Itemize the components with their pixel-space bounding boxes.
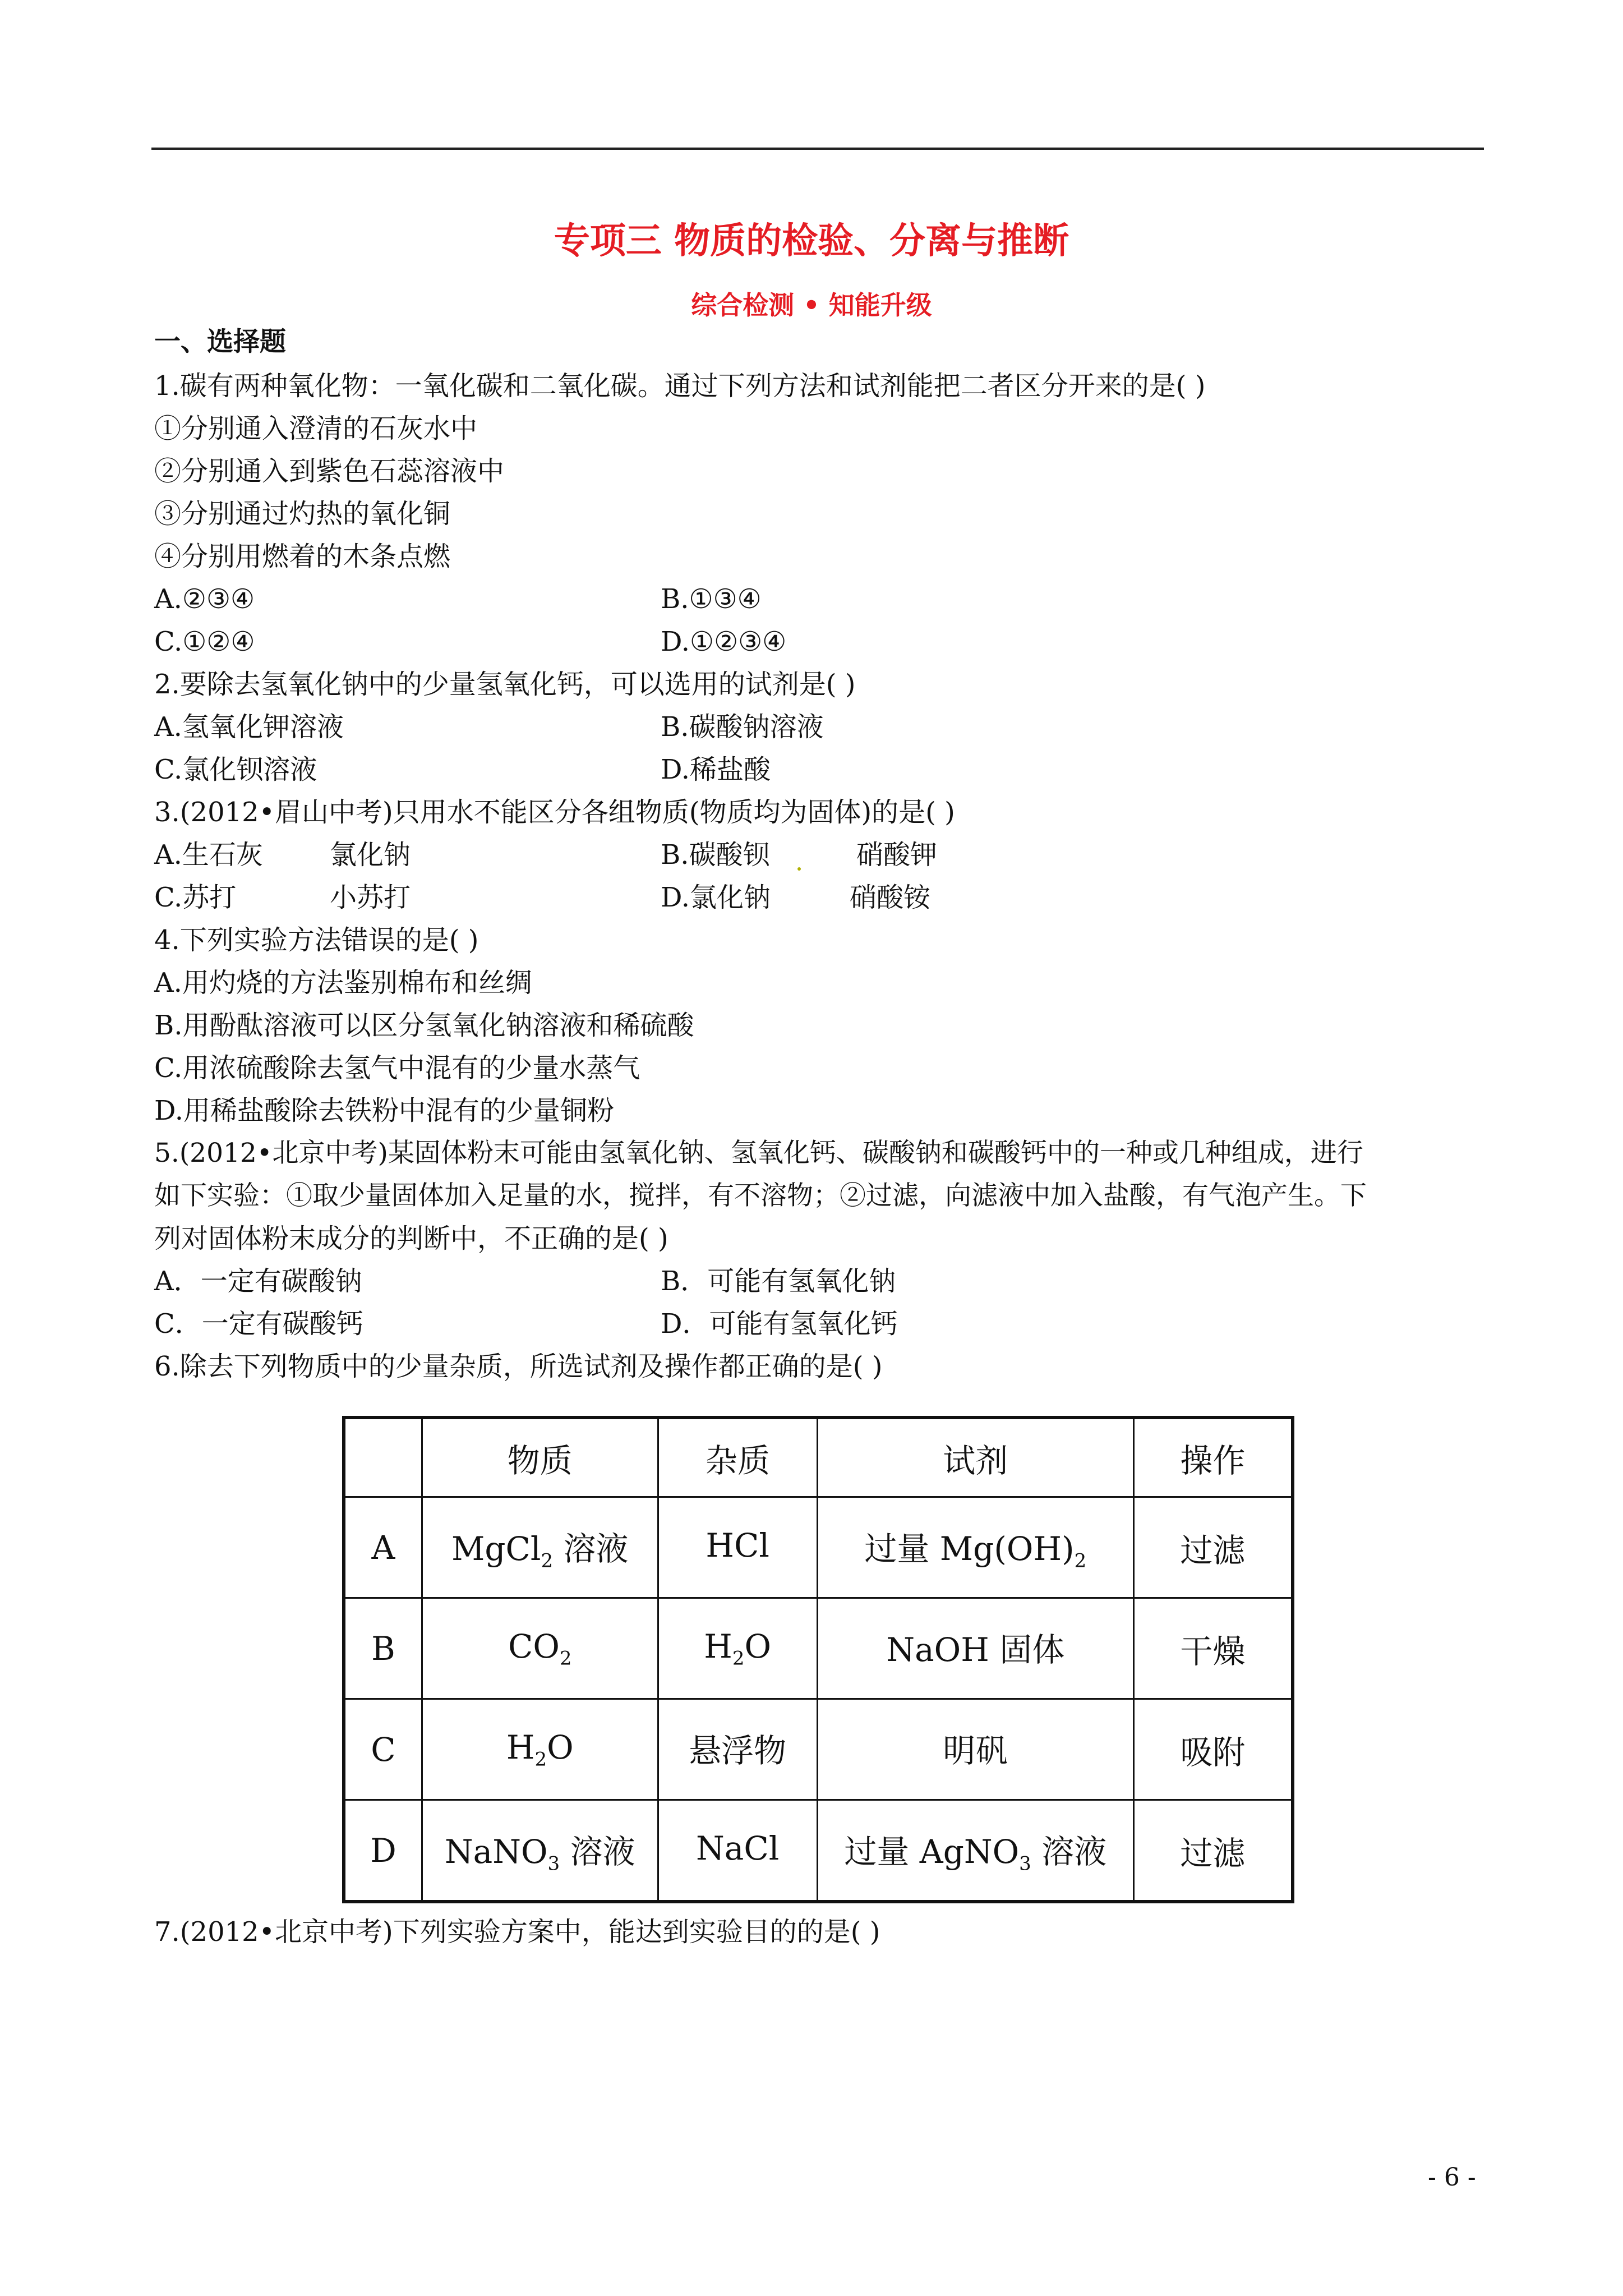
q1-option-d: D.①②③④: [661, 626, 787, 657]
q3-option-d-label: D.氯化钠: [661, 882, 771, 913]
page-title: 专项三 物质的检验、分离与推断: [554, 220, 1069, 262]
page-subtitle: 综合检测 • 知能升级: [691, 290, 932, 320]
page-number: - 6 -: [1428, 2163, 1476, 2192]
reagent-cell: 过量 AgNO$_3$ 溶液: [817, 1800, 1133, 1902]
q2-stem: 2.要除去氢氧化钠中的少量氢氧化钙，可以选用的试剂是( ): [154, 669, 856, 700]
q5-option-a: A．一定有碳酸钠: [154, 1266, 362, 1297]
row-label: D: [344, 1800, 422, 1902]
operation-cell: 过滤: [1133, 1800, 1293, 1902]
q1-stem: 1.碳有两种氧化物：一氧化碳和二氧化碳。通过下列方法和试剂能把二者区分开来的是( ): [154, 370, 1206, 402]
q3-stem: 3.(2012•眉山中考)只用水不能区分各组物质(物质均为固体)的是( ): [154, 797, 955, 828]
q2-option-c: C.氯化钡溶液: [154, 754, 317, 785]
q3-option-c-label: C.苏打: [154, 882, 237, 913]
substance-cell: $CO_2$: [422, 1598, 658, 1699]
table-row: [344, 1497, 1293, 1598]
table-header-cell: 操作: [1133, 1418, 1293, 1497]
row-label: A: [344, 1497, 422, 1598]
impurity-cell: NaCl: [658, 1800, 817, 1902]
operation-cell: 吸附: [1133, 1699, 1293, 1800]
q4-option-b: B.用酚酞溶液可以区分氢氧化钠溶液和稀硫酸: [154, 1010, 694, 1041]
q4-option-a: A.用灼烧的方法鉴别棉布和丝绸: [154, 967, 532, 999]
impurity-cell: $H_2O$: [658, 1598, 817, 1699]
reagent-cell: 明矾: [817, 1699, 1133, 1800]
reagent-cell: NaOH 固体: [817, 1598, 1133, 1699]
table-row: [344, 1800, 1293, 1902]
q5-stem-line-2: 如下实验：①取少量固体加入足量的水，搅拌，有不溶物；②过滤，向滤液中加入盐酸，有气泡产生。下: [154, 1180, 1367, 1211]
q3-option-c-second: 小苏打: [330, 882, 411, 913]
q1-option-b: B.①③④: [661, 583, 762, 615]
q1-option-c: C.①②④: [154, 626, 255, 657]
q3-option-b-label: B.碳酸钡: [661, 839, 770, 871]
table-header-row: [344, 1418, 1293, 1497]
substance-cell: MgCl$_2$ 溶液: [422, 1497, 658, 1598]
table-row: [344, 1699, 1293, 1800]
q1-item-3: ③分别通过灼热的氧化铜: [154, 498, 451, 530]
q1-item-4: ④分别用燃着的木条点燃: [154, 541, 451, 572]
reagent-cell: 过量 $Mg(OH)_2$: [817, 1497, 1133, 1598]
q7-stem: 7.(2012•北京中考)下列实验方案中，能达到实验目的的是( ): [154, 1916, 880, 1948]
table-header-cell: 杂质: [658, 1418, 817, 1497]
q4-option-d: D.用稀盐酸除去铁粉中混有的少量铜粉: [154, 1095, 615, 1126]
table-header-cell: 物质: [422, 1418, 658, 1497]
header-rule: [151, 148, 1484, 150]
q6-table: [342, 1416, 1294, 1903]
impurity-cell: HCl: [658, 1497, 817, 1598]
q5-option-b: B．可能有氢氧化钠: [661, 1266, 896, 1297]
q1-option-a: A.②③④: [154, 583, 255, 615]
stray-mark: [797, 867, 801, 871]
row-label: C: [344, 1699, 422, 1800]
q3-option-a-second: 氯化钠: [330, 839, 411, 871]
q3-option-d-second: 硝酸铵: [850, 882, 931, 913]
substance-cell: $H_2O$: [422, 1699, 658, 1800]
q1-item-2: ②分别通入到紫色石蕊溶液中: [154, 455, 505, 487]
q1-item-1: ①分别通入澄清的石灰水中: [154, 413, 478, 444]
q5-option-d: D．可能有氢氧化钙: [661, 1308, 898, 1340]
row-label: B: [344, 1598, 422, 1699]
table-row: [344, 1598, 1293, 1699]
operation-cell: 过滤: [1133, 1497, 1293, 1598]
q4-option-c: C.用浓硫酸除去氢气中混有的少量水蒸气: [154, 1052, 640, 1084]
q2-option-d: D.稀盐酸: [661, 754, 771, 785]
substance-cell: NaNO$_3$ 溶液: [422, 1800, 658, 1902]
q5-stem-line-3: 列对固体粉末成分的判断中，不正确的是( ): [154, 1223, 668, 1254]
table-header-cell: [344, 1418, 422, 1497]
impurity-cell: 悬浮物: [658, 1699, 817, 1800]
q4-stem: 4.下列实验方法错误的是( ): [154, 924, 479, 956]
section-heading: 一、选择题: [154, 326, 286, 357]
q2-option-a: A.氢氧化钾溶液: [154, 711, 344, 743]
q6-stem: 6.除去下列物质中的少量杂质，所选试剂及操作都正确的是( ): [154, 1351, 883, 1382]
q2-option-b: B.碳酸钠溶液: [661, 711, 824, 743]
table-header-cell: 试剂: [817, 1418, 1133, 1497]
q5-stem-line-1: 5.(2012•北京中考)某固体粉末可能由氢氧化钠、氢氧化钙、碳酸钠和碳酸钙中的一种或几种组成，进行: [154, 1138, 1363, 1168]
operation-cell: 干燥: [1133, 1598, 1293, 1699]
q3-option-a-label: A.生石灰: [154, 839, 263, 871]
q5-option-c: C．一定有碳酸钙: [154, 1308, 363, 1340]
q3-option-b-second: 硝酸钾: [856, 839, 938, 871]
